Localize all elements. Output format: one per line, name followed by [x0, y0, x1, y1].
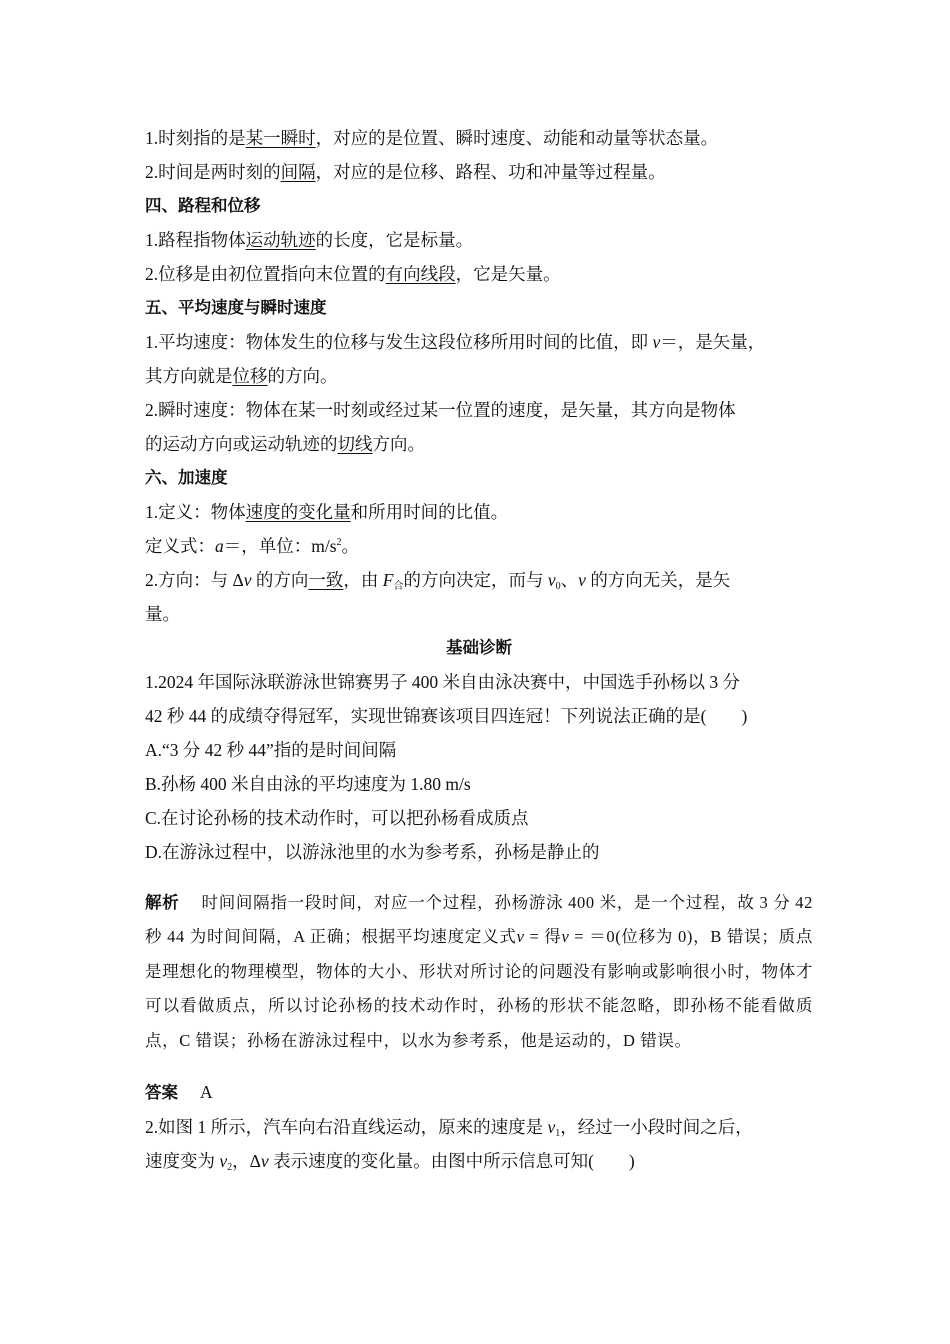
text: 1.定义：物体	[145, 502, 246, 522]
variable-v: v	[260, 1150, 269, 1171]
question-2-stem-line-1	[145, 1110, 813, 1144]
text: 2.位移是由初位置指向末位置的	[145, 264, 386, 284]
text: ，它是矢量。	[455, 264, 561, 284]
subscript: 2	[227, 1161, 233, 1173]
text: 的方向。	[267, 366, 338, 386]
variable-v1: v	[547, 1116, 556, 1137]
subscript: 1	[555, 1127, 561, 1139]
average-velocity-line-1	[145, 325, 813, 359]
text: 的运动方向或运动轨迹的	[145, 434, 338, 454]
variable-v0: v	[547, 570, 556, 590]
text: ＝，单位：m/s	[223, 536, 337, 556]
text: 2.方向：与 Δ	[145, 570, 244, 590]
underlined-term: 间隔	[280, 162, 316, 182]
text: 的方向无关，是矢	[585, 570, 731, 590]
text: 1.时刻指的是	[145, 128, 246, 148]
underlined-term: 切线	[337, 434, 373, 454]
acceleration-definition-line	[145, 495, 813, 529]
underlined-term: 某一瞬时	[245, 128, 316, 148]
underlined-term: 一致	[308, 570, 344, 590]
underlined-term: 有向线段	[385, 264, 456, 284]
question-1-option-c: C.在讨论孙杨的技术动作时，可以把孙杨看成质点	[145, 808, 529, 828]
variable-v: v	[243, 570, 252, 590]
question-1-stem-line-2: 42 秒 44 的成绩夺得冠军，实现世锦赛该项目四连冠！下列说法正确的是( )	[145, 706, 748, 726]
text: 。	[341, 536, 360, 556]
instant-velocity-line-1: 2.瞬时速度：物体在某一时刻或经过某一位置的速度，是矢量，其方向是物体	[145, 400, 736, 420]
question-1-option-a: A.“3 分 42 秒 44”指的是时间间隔	[145, 740, 397, 760]
explanation-label: 解析	[145, 892, 180, 912]
text: 方向。	[372, 434, 425, 454]
answer-value: A	[200, 1081, 213, 1102]
question-1-option-d: D.在游泳过程中，以游泳池里的水为参考系，孙杨是静止的	[145, 842, 600, 862]
text: 、	[560, 570, 579, 590]
text: 定义式：	[145, 536, 215, 556]
question-1-option-b: B.孙杨 400 米自由泳的平均速度为 1.80 m/s	[145, 774, 471, 794]
question-1-stem-line-1: 1.2024 年国际泳联游泳世锦赛男子 400 米自由泳决赛中，中国选手孙杨以 3 分	[145, 672, 740, 692]
text: = 得	[524, 927, 562, 946]
text: ＝，是矢量，	[660, 332, 766, 352]
text: ，对应的是位移、路程、功和冲量等过程量。	[315, 162, 666, 182]
time-interval-line	[145, 155, 813, 189]
acceleration-formula-line	[145, 529, 813, 563]
subscript: 0	[555, 581, 561, 592]
text: = ＝0(位移为 0)，B 错误；质点是理想化的物理模型，物体的大小、形状对所讨论的问题没有影响或影响很小时，物体才可以看做质点，所以讨论孙杨的技术动作时，孙杨的形状不能忽略，即孙杨不能看做质点，C 错误；孙杨在游泳过程中，以水为参考系，他是运动的，D 错误。	[145, 927, 813, 1050]
average-velocity-line-2	[145, 359, 813, 393]
text: 1.路程指物体	[145, 230, 246, 250]
variable-v: v	[652, 332, 661, 352]
text: ，对应的是位置、瞬时速度、动能和动量等状态量。	[315, 128, 719, 148]
displacement-definition-line	[145, 257, 813, 291]
acceleration-direction-line-2: 量。	[145, 604, 180, 624]
text: ，由	[343, 570, 383, 590]
text: 1.平均速度：物体发生的位移与发生这段位移所用时间的比值，即	[145, 332, 653, 352]
underlined-term: 速度的变化量	[245, 502, 351, 522]
acceleration-direction-line-1	[145, 563, 813, 597]
variable-v2: v	[219, 1150, 228, 1171]
instant-velocity-line-2	[145, 427, 813, 461]
underlined-term: 运动轨迹	[245, 230, 316, 250]
text: 表示速度的变化量。由图中所示信息可知( )	[268, 1150, 635, 1171]
section-heading-path-displacement: 四、路程和位移	[145, 196, 261, 215]
variable-v: v	[516, 927, 525, 946]
text: 2.时间是两时刻的	[145, 162, 281, 182]
text: ，经过一小段时间之后，	[560, 1116, 753, 1137]
text: 时间间隔指一段时间，对应一个过程，孙杨游泳 400 米，是一个过程，故 3 分 42 秒 44 为时间间隔，A 正确；根据平均速度定义式	[145, 892, 814, 946]
text: 的长度，它是标量。	[315, 230, 474, 250]
section-heading-acceleration: 六、加速度	[145, 468, 228, 487]
document-page	[145, 121, 813, 1178]
time-moment-line	[145, 121, 813, 155]
path-definition-line	[145, 223, 813, 257]
text: 和所用时间的比值。	[350, 502, 509, 522]
text: 速度变为	[145, 1150, 220, 1171]
underlined-term: 位移	[232, 366, 268, 386]
section-heading-velocity: 五、平均速度与瞬时速度	[145, 298, 327, 317]
text: 2.如图 1 所示，汽车向右沿直线运动，原来的速度是	[145, 1116, 548, 1137]
question-2-stem-line-2	[145, 1144, 813, 1178]
variable-f: F	[382, 570, 394, 590]
superscript: 2	[336, 537, 342, 548]
subscript: 合	[393, 581, 404, 592]
question-1-answer	[145, 1075, 813, 1110]
text: 其方向就是	[145, 366, 233, 386]
question-1-explanation	[145, 886, 813, 1059]
text: ，Δ	[232, 1150, 261, 1171]
answer-label: 答案	[145, 1082, 178, 1102]
variable-v: v	[578, 570, 586, 590]
variable-v: v	[561, 927, 570, 946]
text: 的方向	[251, 570, 309, 590]
section-title-basic-diagnosis: 基础诊断	[446, 638, 512, 657]
variable-a: a	[215, 536, 224, 556]
text: 的方向决定，而与	[403, 570, 548, 590]
